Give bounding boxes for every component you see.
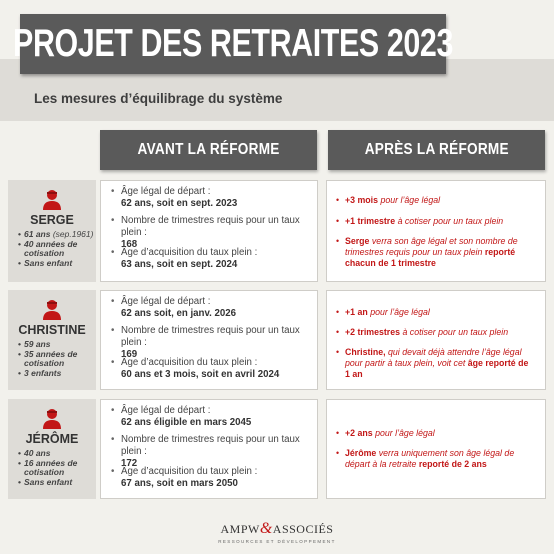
after-item: • Jérôme verra uniquement son âge légal de départ à la retraite reporté de 2 ans [345, 448, 530, 470]
after-item: • +2 trimestres à cotiser pour un taux plein [345, 327, 530, 338]
page-title: PROJET DES RETRAITES 2023 [13, 22, 453, 65]
title-banner [13, 14, 453, 74]
person-details [18, 340, 96, 378]
person-details [18, 230, 96, 268]
person-detail: • 16 années de cotisation [18, 459, 96, 478]
before-card [100, 180, 318, 282]
person-detail: • Sans enfant [18, 478, 96, 488]
company-tagline: RESSOURCES ET DÉVELOPPEMENT [218, 539, 336, 544]
person-name: SERGE [30, 213, 74, 227]
before-card [100, 290, 318, 390]
after-item: • Christine, qui devait déjà attendre l’âge légal pour partir à taux plein, voit cet âge reporté de 1 an [345, 347, 530, 380]
person-detail: • 3 enfants [18, 369, 96, 379]
person-detail: • 59 ans [18, 340, 96, 350]
after-item: • Serge verra son âge légal et son nombre de trimestres requis pour un taux plein reporté chacun de 1 trimestre [345, 236, 530, 269]
person-panel [8, 180, 96, 282]
page-subtitle: Les mesures d’équilibrage du système [34, 91, 283, 106]
person-panel [8, 290, 96, 390]
before-card [100, 399, 318, 499]
person-detail: • 61 ans (sep.1961) [18, 230, 96, 240]
before-item: • Nombre de trimestres requis pour un taux plein : 168 [121, 215, 301, 251]
person-detail: • Sans enfant [18, 259, 96, 269]
column-header-before [100, 130, 317, 170]
before-item: • Âge légal de départ : 62 ans éligible en mars 2045 [121, 405, 301, 429]
column-header-after [328, 130, 545, 170]
after-item: • +3 mois pour l’âge légal [345, 195, 530, 206]
after-item: • +1 an pour l’âge légal [345, 307, 530, 318]
before-item: • Âge d’acquisition du taux plein : 60 ans et 3 mois, soit en avril 2024 [121, 357, 301, 381]
person-icon [42, 299, 62, 321]
company-logo: AMPW&ASSOCIÉS [220, 520, 334, 537]
before-item: • Âge légal de départ : 62 ans soit, en janv. 2026 [121, 296, 301, 320]
before-item: • Nombre de trimestres requis pour un taux plein : 169 [121, 325, 301, 361]
person-icon [42, 189, 62, 211]
person-details [18, 449, 96, 487]
after-card [326, 290, 546, 390]
footer-logo [0, 520, 554, 544]
column-header-after-label: APRÈS LA RÉFORME [364, 141, 509, 158]
before-item: • Âge d’acquisition du taux plein : 63 ans, soit en sept. 2024 [121, 247, 301, 271]
column-header-before-label: AVANT LA RÉFORME [137, 141, 280, 158]
person-name: CHRISTINE [18, 323, 86, 337]
person-detail: • 40 ans [18, 449, 96, 459]
before-item: • Nombre de trimestres requis pour un taux plein : 172 [121, 434, 301, 470]
after-card [326, 399, 546, 499]
person-panel [8, 399, 96, 499]
person-detail: • 35 années de cotisation [18, 350, 96, 369]
after-item: • +1 trimestre à cotiser pour un taux plein [345, 216, 530, 227]
before-item: • Âge légal de départ : 62 ans, soit en sept. 2023 [121, 186, 301, 210]
after-item: • +2 ans pour l’âge légal [345, 428, 530, 439]
person-icon [42, 408, 62, 430]
person-name: JÉRÔME [25, 432, 79, 446]
person-detail: • 40 années de cotisation [18, 240, 96, 259]
before-item: • Âge d’acquisition du taux plein : 67 ans, soit en mars 2050 [121, 466, 301, 490]
after-card [326, 180, 546, 282]
